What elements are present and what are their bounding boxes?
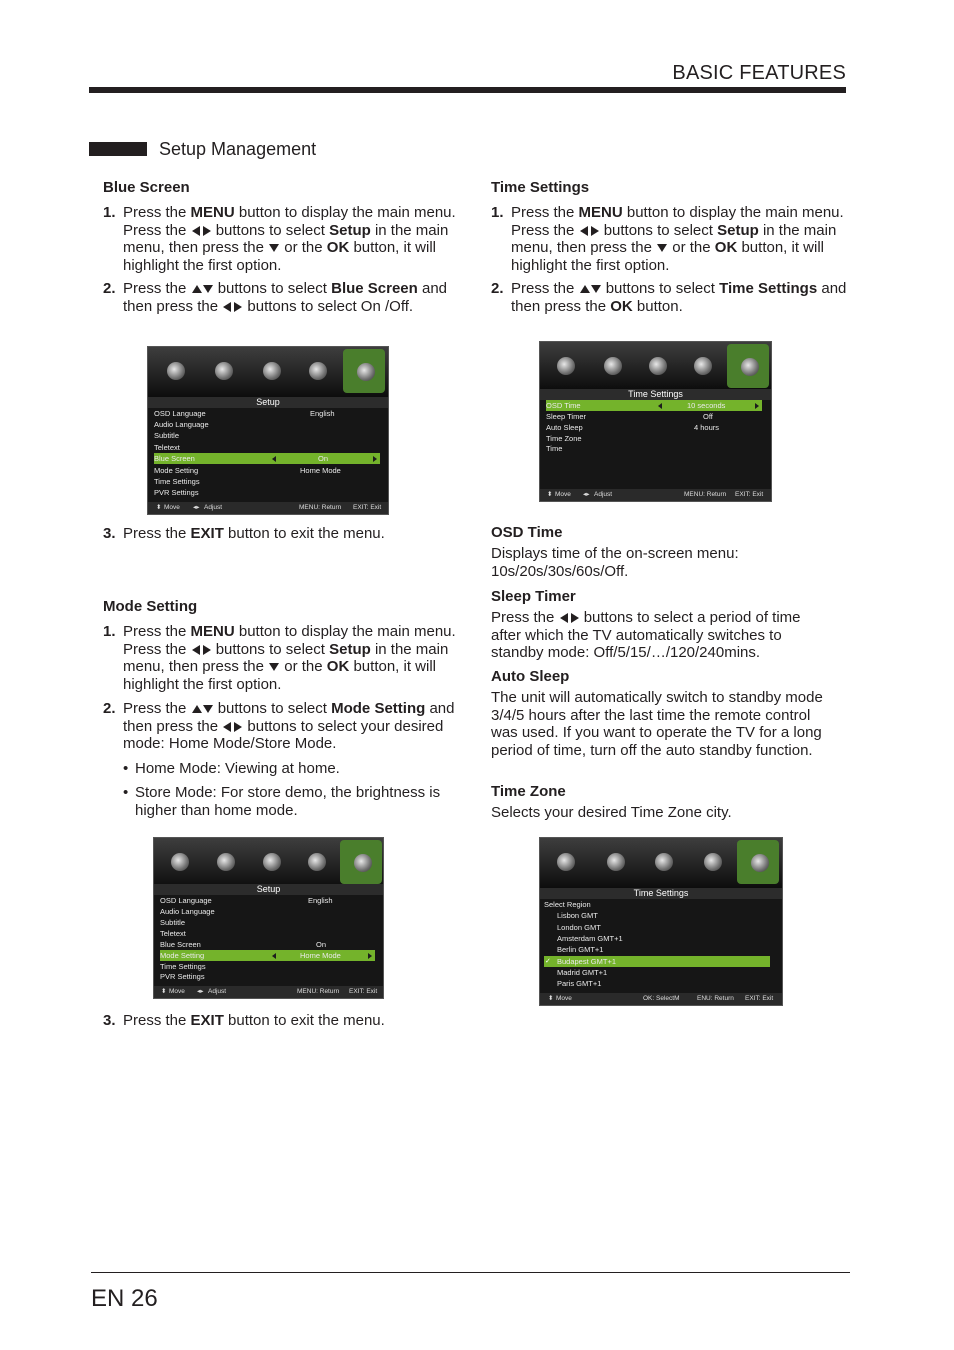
row-value: English xyxy=(310,409,335,418)
hint-return: MENU: Return xyxy=(299,504,342,511)
step-number: 3. xyxy=(103,1012,116,1029)
mode-setting-step-2 xyxy=(103,700,463,753)
down-arrow-icon xyxy=(269,244,279,252)
menu-row[interactable] xyxy=(160,917,378,928)
left-arrow-icon xyxy=(272,456,276,462)
menu-row[interactable] xyxy=(160,895,378,906)
bullet-text: Home Mode: Viewing at home. xyxy=(135,760,340,777)
row-label: Blue Screen xyxy=(160,940,201,949)
step-text: and then press the xyxy=(511,280,847,315)
key-ok: OK xyxy=(610,297,633,315)
row-label: OSD Language xyxy=(154,409,206,418)
row-label: Time Settings xyxy=(154,477,200,486)
step-text: button. xyxy=(632,297,683,315)
step-text: buttons to select On /Off. xyxy=(243,297,414,315)
row-value: Home Mode xyxy=(300,951,341,960)
step-text: buttons to select xyxy=(211,640,330,658)
step-text: button, it will highlight the first option. xyxy=(123,658,437,693)
menu-row[interactable] xyxy=(154,465,382,476)
bullet-dot: • xyxy=(123,784,129,801)
step-number: 1. xyxy=(103,204,116,221)
hint-return: ENU: Return xyxy=(697,995,734,1002)
left-arrow-icon xyxy=(223,722,231,732)
step-number: 2. xyxy=(103,280,116,297)
row-label: Time Settings xyxy=(160,962,206,971)
up-arrow-icon xyxy=(192,285,202,293)
time-zone-description: Selects your desired Time Zone city. xyxy=(491,804,732,821)
row-label: Blue Screen xyxy=(154,454,195,463)
row-label: Time Zone xyxy=(546,434,582,443)
menu-row[interactable] xyxy=(154,476,382,487)
row-value: 4 hours xyxy=(694,423,720,432)
heading-blue-screen: Blue Screen xyxy=(103,179,190,196)
channel-icon xyxy=(254,844,288,880)
header-rule xyxy=(89,87,846,93)
move-icon: ⬍ xyxy=(161,988,167,995)
row-label: Audio Language xyxy=(154,420,209,429)
step-text: button to exit the menu. xyxy=(223,1012,385,1029)
menu-row[interactable] xyxy=(160,939,378,950)
row-label: Teletext xyxy=(154,443,180,452)
key-menu: MENU xyxy=(190,204,235,221)
picture-icon xyxy=(548,844,582,880)
menu-row[interactable] xyxy=(154,487,382,498)
menu-footer xyxy=(148,502,388,514)
move-icon: ⬍ xyxy=(548,995,554,1002)
bullet-text: Store Mode: For store demo, the brightness is higher than home mode. xyxy=(135,784,441,819)
left-arrow-icon xyxy=(192,226,200,236)
channel-icon xyxy=(640,348,674,384)
step-text: button to exit the menu. xyxy=(223,525,385,542)
row-value: English xyxy=(308,896,333,905)
setup-gear-icon xyxy=(737,840,779,884)
row-label: Teletext xyxy=(160,929,186,938)
key-menu: MENU xyxy=(190,623,235,640)
lock-icon xyxy=(685,348,719,384)
step-text: buttons to select xyxy=(213,280,332,297)
region-heading: Select Region xyxy=(544,900,591,909)
region-item[interactable]: London GMT xyxy=(557,923,601,932)
section-title: Setup Management xyxy=(159,139,317,159)
down-arrow-icon xyxy=(203,705,213,713)
time-settings-step-2 xyxy=(491,280,851,315)
menu-row[interactable] xyxy=(154,419,382,430)
up-arrow-icon xyxy=(580,285,590,293)
step-text: button, it will highlight the first option. xyxy=(123,239,437,274)
osd-time-description: Displays time of the on-screen menu: 10s/20s/30s/60s/Off. xyxy=(491,545,739,580)
menu-row[interactable] xyxy=(546,411,766,422)
blue-screen-step-2 xyxy=(103,280,463,315)
step-text: buttons to select xyxy=(599,221,718,239)
right-arrow-icon xyxy=(234,302,242,312)
step-text: buttons to select xyxy=(211,221,330,239)
adjust-icon: ◂▸ xyxy=(583,491,590,498)
move-icon: ⬍ xyxy=(547,491,553,498)
step-text: button to display the main menu. Press the xyxy=(123,623,456,658)
menu-row-selected[interactable] xyxy=(154,453,380,464)
menu-footer xyxy=(154,986,383,998)
auto-sleep-description: The unit will automatically switch to standby mode 3/4/5 hours after the last time the remote control was used. If you want to operate the TV for a long period of time, turn off the auto standby function. xyxy=(491,689,823,759)
key-menu: MENU xyxy=(578,204,623,221)
right-arrow-icon xyxy=(203,226,211,236)
menu-row[interactable] xyxy=(154,408,382,419)
down-arrow-icon xyxy=(269,663,279,671)
row-label: Mode Setting xyxy=(154,466,199,475)
left-arrow-icon xyxy=(658,403,662,409)
key-setup: Setup xyxy=(329,221,371,239)
heading-mode-setting: Mode Setting xyxy=(103,598,198,615)
step-text: in the main menu, then press the xyxy=(123,221,449,256)
step-text: in the main menu, then press the xyxy=(123,640,449,675)
menu-row[interactable] xyxy=(160,971,378,982)
row-value: On xyxy=(318,454,329,463)
region-item[interactable]: Amsterdam GMT+1 xyxy=(557,934,623,943)
row-label: OSD Time xyxy=(546,401,581,410)
right-arrow-icon xyxy=(571,613,579,623)
sound-icon xyxy=(595,348,629,384)
step-number: 3. xyxy=(103,525,116,542)
left-arrow-icon xyxy=(192,645,200,655)
left-arrow-icon xyxy=(272,953,276,959)
region-item[interactable]: Berlin GMT+1 xyxy=(557,945,604,954)
hint-adjust: Adjust xyxy=(594,491,613,498)
row-label: PVR Settings xyxy=(154,488,199,497)
region-item-selected[interactable] xyxy=(544,956,770,967)
row-value: 10 seconds xyxy=(687,401,726,410)
blue-screen-step-1 xyxy=(103,204,463,274)
move-icon: ⬍ xyxy=(156,504,162,511)
right-arrow-icon xyxy=(755,403,759,409)
key-mode-setting: Mode Setting xyxy=(331,700,426,717)
heading-time-settings: Time Settings xyxy=(491,179,590,196)
region-item[interactable]: Paris GMT+1 xyxy=(557,979,602,988)
mode-setting-step-1 xyxy=(103,623,463,693)
hint-exit: EXIT: Exit xyxy=(745,995,774,1002)
picture-icon xyxy=(162,844,196,880)
hint-adjust: Adjust xyxy=(208,988,227,995)
time-settings-step-1 xyxy=(491,204,851,274)
row-label: Time xyxy=(546,444,563,453)
step-number: 2. xyxy=(491,280,504,297)
step-text: buttons to select xyxy=(601,280,720,297)
step-text: buttons to select a period of time after which the TV automatically switches to standby mode: Off/5/15/…/120/240mins. xyxy=(491,609,801,661)
row-label: PVR Settings xyxy=(160,972,205,981)
step-text: or the xyxy=(280,658,327,675)
row-label: Budapest GMT+1 xyxy=(557,957,616,966)
hint-ok: OK: SelectM xyxy=(643,995,680,1002)
step-text: Press the xyxy=(123,700,191,717)
heading-auto-sleep: Auto Sleep xyxy=(491,668,570,685)
bullet-dot: • xyxy=(123,760,129,777)
row-label: Auto Sleep xyxy=(546,423,583,432)
key-blue-screen: Blue Screen xyxy=(331,280,418,297)
menu-row[interactable] xyxy=(546,422,766,433)
picture-icon xyxy=(548,348,582,384)
heading-sleep-timer: Sleep Timer xyxy=(491,588,576,605)
menu-row[interactable] xyxy=(160,928,378,939)
step-text: button to display the main menu. Press the xyxy=(511,204,844,239)
channel-icon xyxy=(646,844,680,880)
mode-setting-step-3 xyxy=(103,1012,463,1030)
step-text: Press the xyxy=(123,623,191,640)
adjust-icon: ◂▸ xyxy=(197,988,204,995)
menu-row-selected[interactable] xyxy=(546,400,762,411)
step-text: or the xyxy=(280,239,327,256)
page-number: EN 26 xyxy=(91,1285,158,1312)
channel-icon xyxy=(254,353,288,389)
step-text: buttons to select xyxy=(213,700,332,717)
step-text: buttons to select your desired mode: Home Mode/Store Mode. xyxy=(123,717,444,752)
check-icon: ✓ xyxy=(545,958,551,965)
menu-title: Setup xyxy=(148,397,388,408)
right-arrow-icon xyxy=(203,645,211,655)
step-number: 1. xyxy=(103,623,116,640)
adjust-icon: ◂▸ xyxy=(193,504,200,511)
blue-screen-step-3 xyxy=(103,525,463,543)
step-text: in the main menu, then press the xyxy=(511,221,837,256)
row-label: OSD Language xyxy=(160,896,212,905)
step-text: Press the xyxy=(123,280,191,297)
key-ok: OK xyxy=(326,239,350,256)
tv-menu-select-region xyxy=(539,837,783,1006)
section-header: BASIC FEATURES xyxy=(672,62,846,84)
region-item[interactable]: Madrid GMT+1 xyxy=(557,968,608,977)
menu-icon-bar xyxy=(148,347,388,397)
menu-title: Setup xyxy=(154,884,383,895)
hint-return: MENU: Return xyxy=(684,491,727,498)
up-arrow-icon xyxy=(192,705,202,713)
menu-icon-bar xyxy=(540,342,771,389)
menu-row[interactable] xyxy=(154,430,382,441)
region-item[interactable]: Lisbon GMT xyxy=(557,911,598,920)
step-text: and then press the xyxy=(123,700,455,735)
down-arrow-icon xyxy=(203,285,213,293)
step-text: and then press the xyxy=(123,280,448,315)
hint-move: Move xyxy=(555,491,571,498)
sleep-timer-description xyxy=(491,609,831,662)
picture-icon xyxy=(158,353,192,389)
step-text: or the xyxy=(668,239,715,256)
setup-gear-icon xyxy=(727,344,769,388)
row-label: Mode Setting xyxy=(160,951,205,960)
step-text: Press the xyxy=(511,280,579,297)
hint-exit: EXIT: Exit xyxy=(349,988,378,995)
menu-row[interactable] xyxy=(154,442,382,453)
hint-exit: EXIT: Exit xyxy=(353,504,382,511)
step-text: Press the xyxy=(491,609,559,626)
tv-menu-time-settings xyxy=(539,341,772,502)
bullet-store-mode xyxy=(123,784,455,819)
right-arrow-icon xyxy=(368,953,372,959)
lock-icon xyxy=(695,844,729,880)
left-arrow-icon xyxy=(223,302,231,312)
row-value: On xyxy=(316,940,327,949)
right-arrow-icon xyxy=(591,226,599,236)
step-text: Press the xyxy=(123,525,191,542)
right-arrow-icon xyxy=(373,456,377,462)
key-setup: Setup xyxy=(717,221,759,239)
heading-time-zone: Time Zone xyxy=(491,783,566,800)
down-arrow-icon xyxy=(657,244,667,252)
right-arrow-icon xyxy=(234,722,242,732)
menu-row[interactable] xyxy=(546,443,766,454)
menu-title: Time Settings xyxy=(540,888,782,899)
row-label: Sleep Timer xyxy=(546,412,587,421)
row-value: Off xyxy=(703,412,713,421)
setup-gear-icon xyxy=(340,840,382,884)
down-arrow-icon xyxy=(591,285,601,293)
left-arrow-icon xyxy=(580,226,588,236)
step-text: Press the xyxy=(511,204,579,221)
left-arrow-icon xyxy=(560,613,568,623)
footer-rule xyxy=(91,1272,850,1273)
sound-icon xyxy=(598,844,632,880)
menu-row-selected[interactable] xyxy=(160,950,375,961)
row-label: Subtitle xyxy=(154,431,180,440)
menu-icon-bar xyxy=(540,838,782,888)
key-exit: EXIT xyxy=(190,525,224,542)
heading-osd-time: OSD Time xyxy=(491,524,563,541)
lock-icon xyxy=(300,353,334,389)
menu-title: Time Settings xyxy=(540,389,771,400)
row-label: Subtitle xyxy=(160,918,186,927)
bullet-home-mode xyxy=(123,760,455,778)
key-ok: OK xyxy=(326,658,350,675)
hint-move: Move xyxy=(556,995,572,1002)
sound-icon xyxy=(206,353,240,389)
menu-row[interactable] xyxy=(160,906,378,917)
lock-icon xyxy=(299,844,333,880)
menu-icon-bar xyxy=(154,838,383,888)
hint-adjust: Adjust xyxy=(204,504,223,511)
key-exit: EXIT xyxy=(190,1012,224,1029)
hint-exit: EXIT: Exit xyxy=(735,491,764,498)
setup-gear-icon xyxy=(343,349,385,393)
hint-move: Move xyxy=(169,988,185,995)
section-marker xyxy=(89,142,147,156)
row-label: Audio Language xyxy=(160,907,215,916)
menu-footer xyxy=(540,993,782,1005)
step-text: Press the xyxy=(123,204,191,221)
tv-menu-setup-mode-setting xyxy=(153,837,384,999)
key-ok: OK xyxy=(714,239,738,256)
sound-icon xyxy=(208,844,242,880)
key-time-settings: Time Settings xyxy=(719,280,818,297)
step-text: Press the xyxy=(123,1012,191,1029)
key-setup: Setup xyxy=(329,640,371,658)
step-number: 1. xyxy=(491,204,504,221)
menu-footer xyxy=(540,489,771,501)
step-number: 2. xyxy=(103,700,116,717)
step-text: button, it will highlight the first option. xyxy=(511,239,825,274)
hint-move: Move xyxy=(164,504,180,511)
step-text: button to display the main menu. Press the xyxy=(123,204,456,239)
row-value: Home Mode xyxy=(300,466,341,475)
tv-menu-setup-blue-screen xyxy=(147,346,389,515)
hint-return: MENU: Return xyxy=(297,988,340,995)
